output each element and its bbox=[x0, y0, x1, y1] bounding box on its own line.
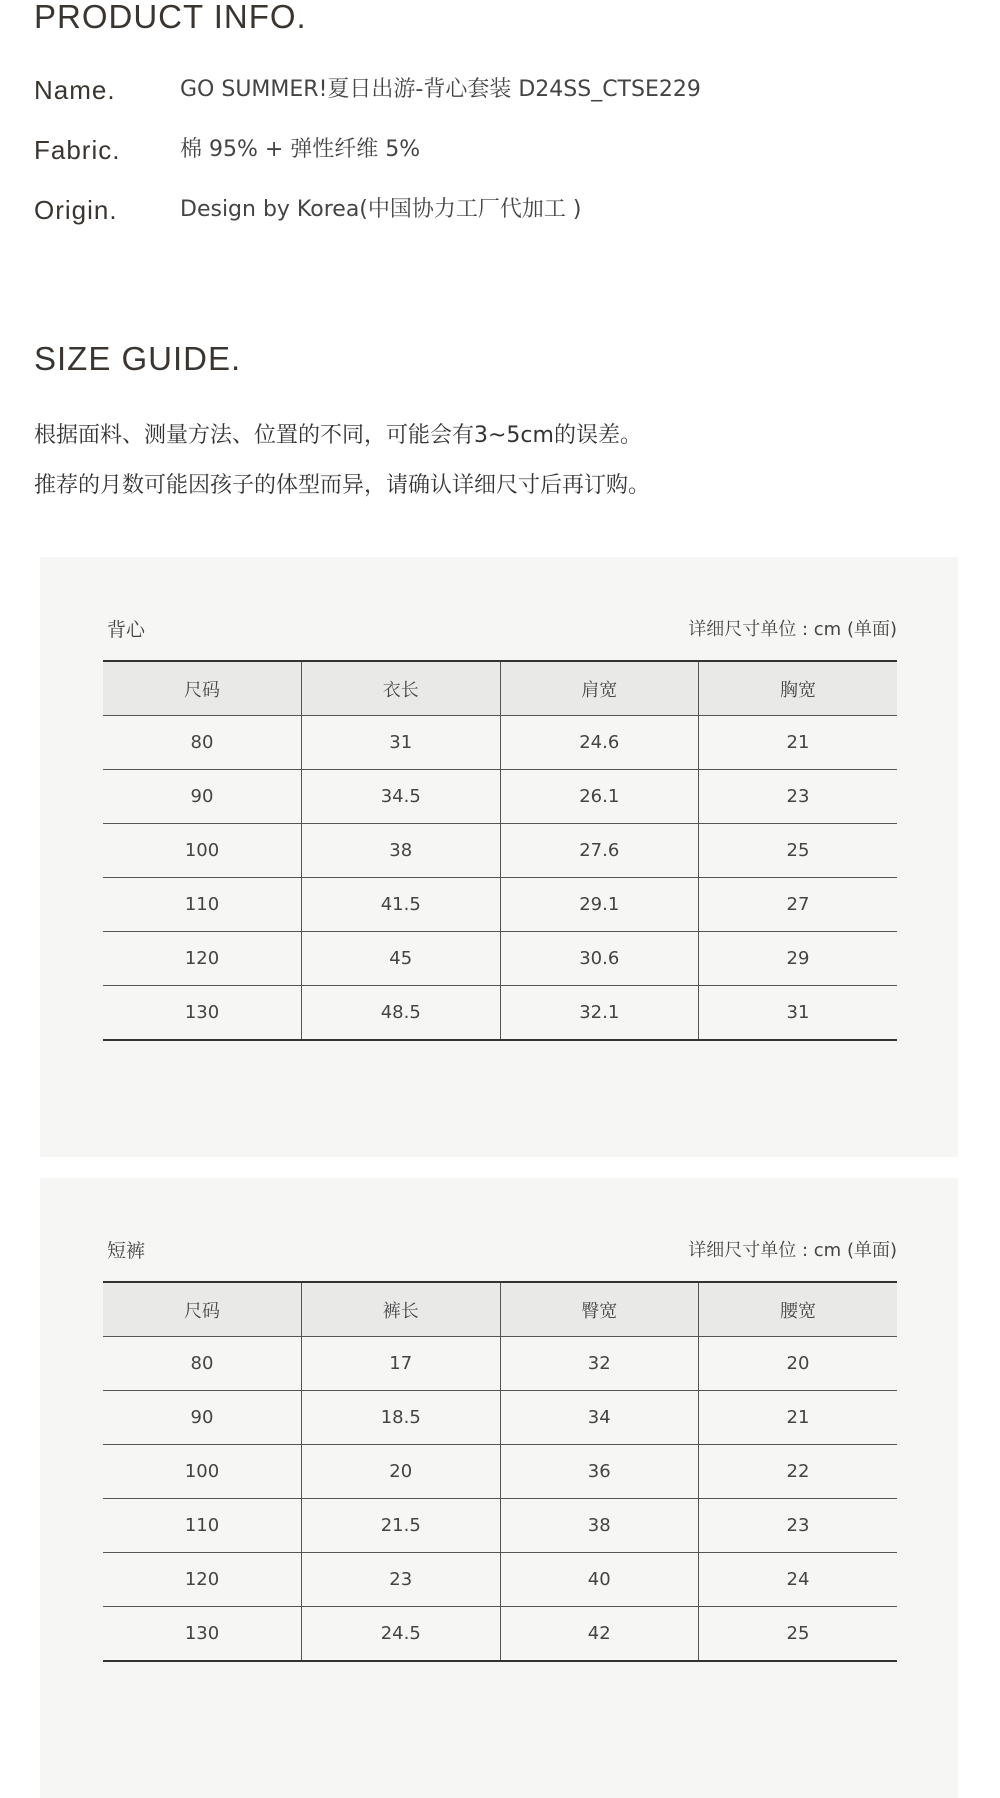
table-cell: 40 bbox=[500, 1553, 699, 1607]
table-cell: 42 bbox=[500, 1607, 699, 1662]
table-cell: 29 bbox=[699, 932, 898, 986]
info-row-origin bbox=[34, 190, 974, 230]
info-row-fabric bbox=[34, 130, 974, 170]
table-cell: 80 bbox=[103, 716, 302, 770]
vest-size-panel bbox=[40, 557, 958, 1157]
info-value-fabric: 棉 95% + 弹性纤维 5% bbox=[180, 137, 421, 162]
shorts-size-table bbox=[103, 1281, 897, 1662]
size-note-1: 根据面料、测量方法、位置的不同，可能会有3~5cm的误差。 bbox=[34, 423, 642, 448]
table-cell: 24.5 bbox=[302, 1607, 501, 1662]
table-cell: 34.5 bbox=[302, 770, 501, 824]
table-cell: 45 bbox=[302, 932, 501, 986]
table-cell: 25 bbox=[699, 1607, 898, 1662]
table-cell: 18.5 bbox=[302, 1391, 501, 1445]
table-row bbox=[103, 986, 897, 1041]
table-cell: 20 bbox=[302, 1445, 501, 1499]
info-row-name bbox=[34, 70, 974, 110]
table-cell: 100 bbox=[103, 1445, 302, 1499]
table-cell: 30.6 bbox=[500, 932, 699, 986]
table-cell: 27.6 bbox=[500, 824, 699, 878]
table-cell: 21 bbox=[699, 1391, 898, 1445]
table-row bbox=[103, 1607, 897, 1662]
table-cell: 24 bbox=[699, 1553, 898, 1607]
table-cell: 25 bbox=[699, 824, 898, 878]
size-guide-title: SIZE GUIDE. bbox=[34, 340, 242, 377]
shorts-size-panel bbox=[40, 1178, 958, 1798]
column-header: 裤长 bbox=[302, 1282, 501, 1337]
table-row bbox=[103, 716, 897, 770]
product-info-title: PRODUCT INFO. bbox=[34, 0, 307, 35]
table-cell: 130 bbox=[184, 1002, 220, 1023]
table-row bbox=[103, 1337, 897, 1391]
table-cell: 90 bbox=[103, 1391, 302, 1445]
shorts-table-name: 短裤 bbox=[107, 1240, 146, 1262]
table-cell: 24.6 bbox=[500, 716, 699, 770]
column-header: 尺码 bbox=[103, 1282, 302, 1337]
table-row bbox=[103, 878, 897, 932]
table-cell: 34 bbox=[500, 1391, 699, 1445]
table-cell: 26.1 bbox=[500, 770, 699, 824]
table-cell: 32.1 bbox=[500, 986, 699, 1041]
table-header-row bbox=[103, 661, 897, 716]
table-cell: 120 bbox=[103, 932, 302, 986]
table-row bbox=[103, 1553, 897, 1607]
table-cell: 31 bbox=[699, 986, 898, 1041]
vest-table-unit: 详细尺寸单位 : cm (单面) bbox=[688, 619, 897, 640]
size-note-2: 推荐的月数可能因孩子的体型而异，请确认详细尺寸后再订购。 bbox=[34, 473, 651, 498]
table-cell: 38 bbox=[302, 824, 501, 878]
table-cell: 110 bbox=[103, 1499, 302, 1553]
column-header: 衣长 bbox=[302, 661, 501, 716]
table-row bbox=[103, 1391, 897, 1445]
table-cell: 36 bbox=[500, 1445, 699, 1499]
table-cell: 29.1 bbox=[500, 878, 699, 932]
info-label-fabric: Fabric. bbox=[34, 135, 121, 165]
column-header: 胸宽 bbox=[699, 661, 898, 716]
column-header: 臀宽 bbox=[500, 1282, 699, 1337]
info-value-name: GO SUMMER!夏日出游-背心套装 D24SS_CTSE229 bbox=[180, 77, 701, 102]
table-cell: 100 bbox=[103, 824, 302, 878]
table-cell: 90 bbox=[103, 770, 302, 824]
table-row bbox=[103, 1499, 897, 1553]
table-row bbox=[103, 770, 897, 824]
table-cell: 22 bbox=[699, 1445, 898, 1499]
table-cell: 130 bbox=[184, 1623, 220, 1644]
table-cell: 31 bbox=[302, 716, 501, 770]
table-cell: 23 bbox=[699, 1499, 898, 1553]
table-row bbox=[103, 1445, 897, 1499]
table-cell: 110 bbox=[103, 878, 302, 932]
info-label-name: Name. bbox=[34, 75, 116, 105]
column-header: 尺码 bbox=[103, 661, 302, 716]
table-cell: 48.5 bbox=[302, 986, 501, 1041]
table-cell: 23 bbox=[302, 1553, 501, 1607]
column-header: 肩宽 bbox=[500, 661, 699, 716]
table-header-row bbox=[103, 1282, 897, 1337]
shorts-panel-header bbox=[103, 1236, 897, 1266]
shorts-table-unit: 详细尺寸单位 : cm (单面) bbox=[688, 1240, 897, 1261]
table-cell: 80 bbox=[103, 1337, 302, 1391]
table-cell: 120 bbox=[103, 1553, 302, 1607]
info-value-origin: Design by Korea(中国协力工厂代加工 ) bbox=[180, 197, 582, 222]
table-cell: 20 bbox=[699, 1337, 898, 1391]
table-row bbox=[103, 932, 897, 986]
table-cell: 41.5 bbox=[302, 878, 501, 932]
table-cell: 38 bbox=[500, 1499, 699, 1553]
table-cell: 27 bbox=[699, 878, 898, 932]
table-cell: 21 bbox=[699, 716, 898, 770]
vest-panel-header bbox=[103, 615, 897, 645]
table-cell: 17 bbox=[302, 1337, 501, 1391]
table-cell: 32 bbox=[500, 1337, 699, 1391]
info-label-origin: Origin. bbox=[34, 195, 118, 225]
table-row bbox=[103, 824, 897, 878]
vest-table-name: 背心 bbox=[107, 619, 146, 641]
column-header: 腰宽 bbox=[699, 1282, 898, 1337]
vest-size-table bbox=[103, 660, 897, 1041]
table-cell: 21.5 bbox=[302, 1499, 501, 1553]
table-cell: 23 bbox=[699, 770, 898, 824]
